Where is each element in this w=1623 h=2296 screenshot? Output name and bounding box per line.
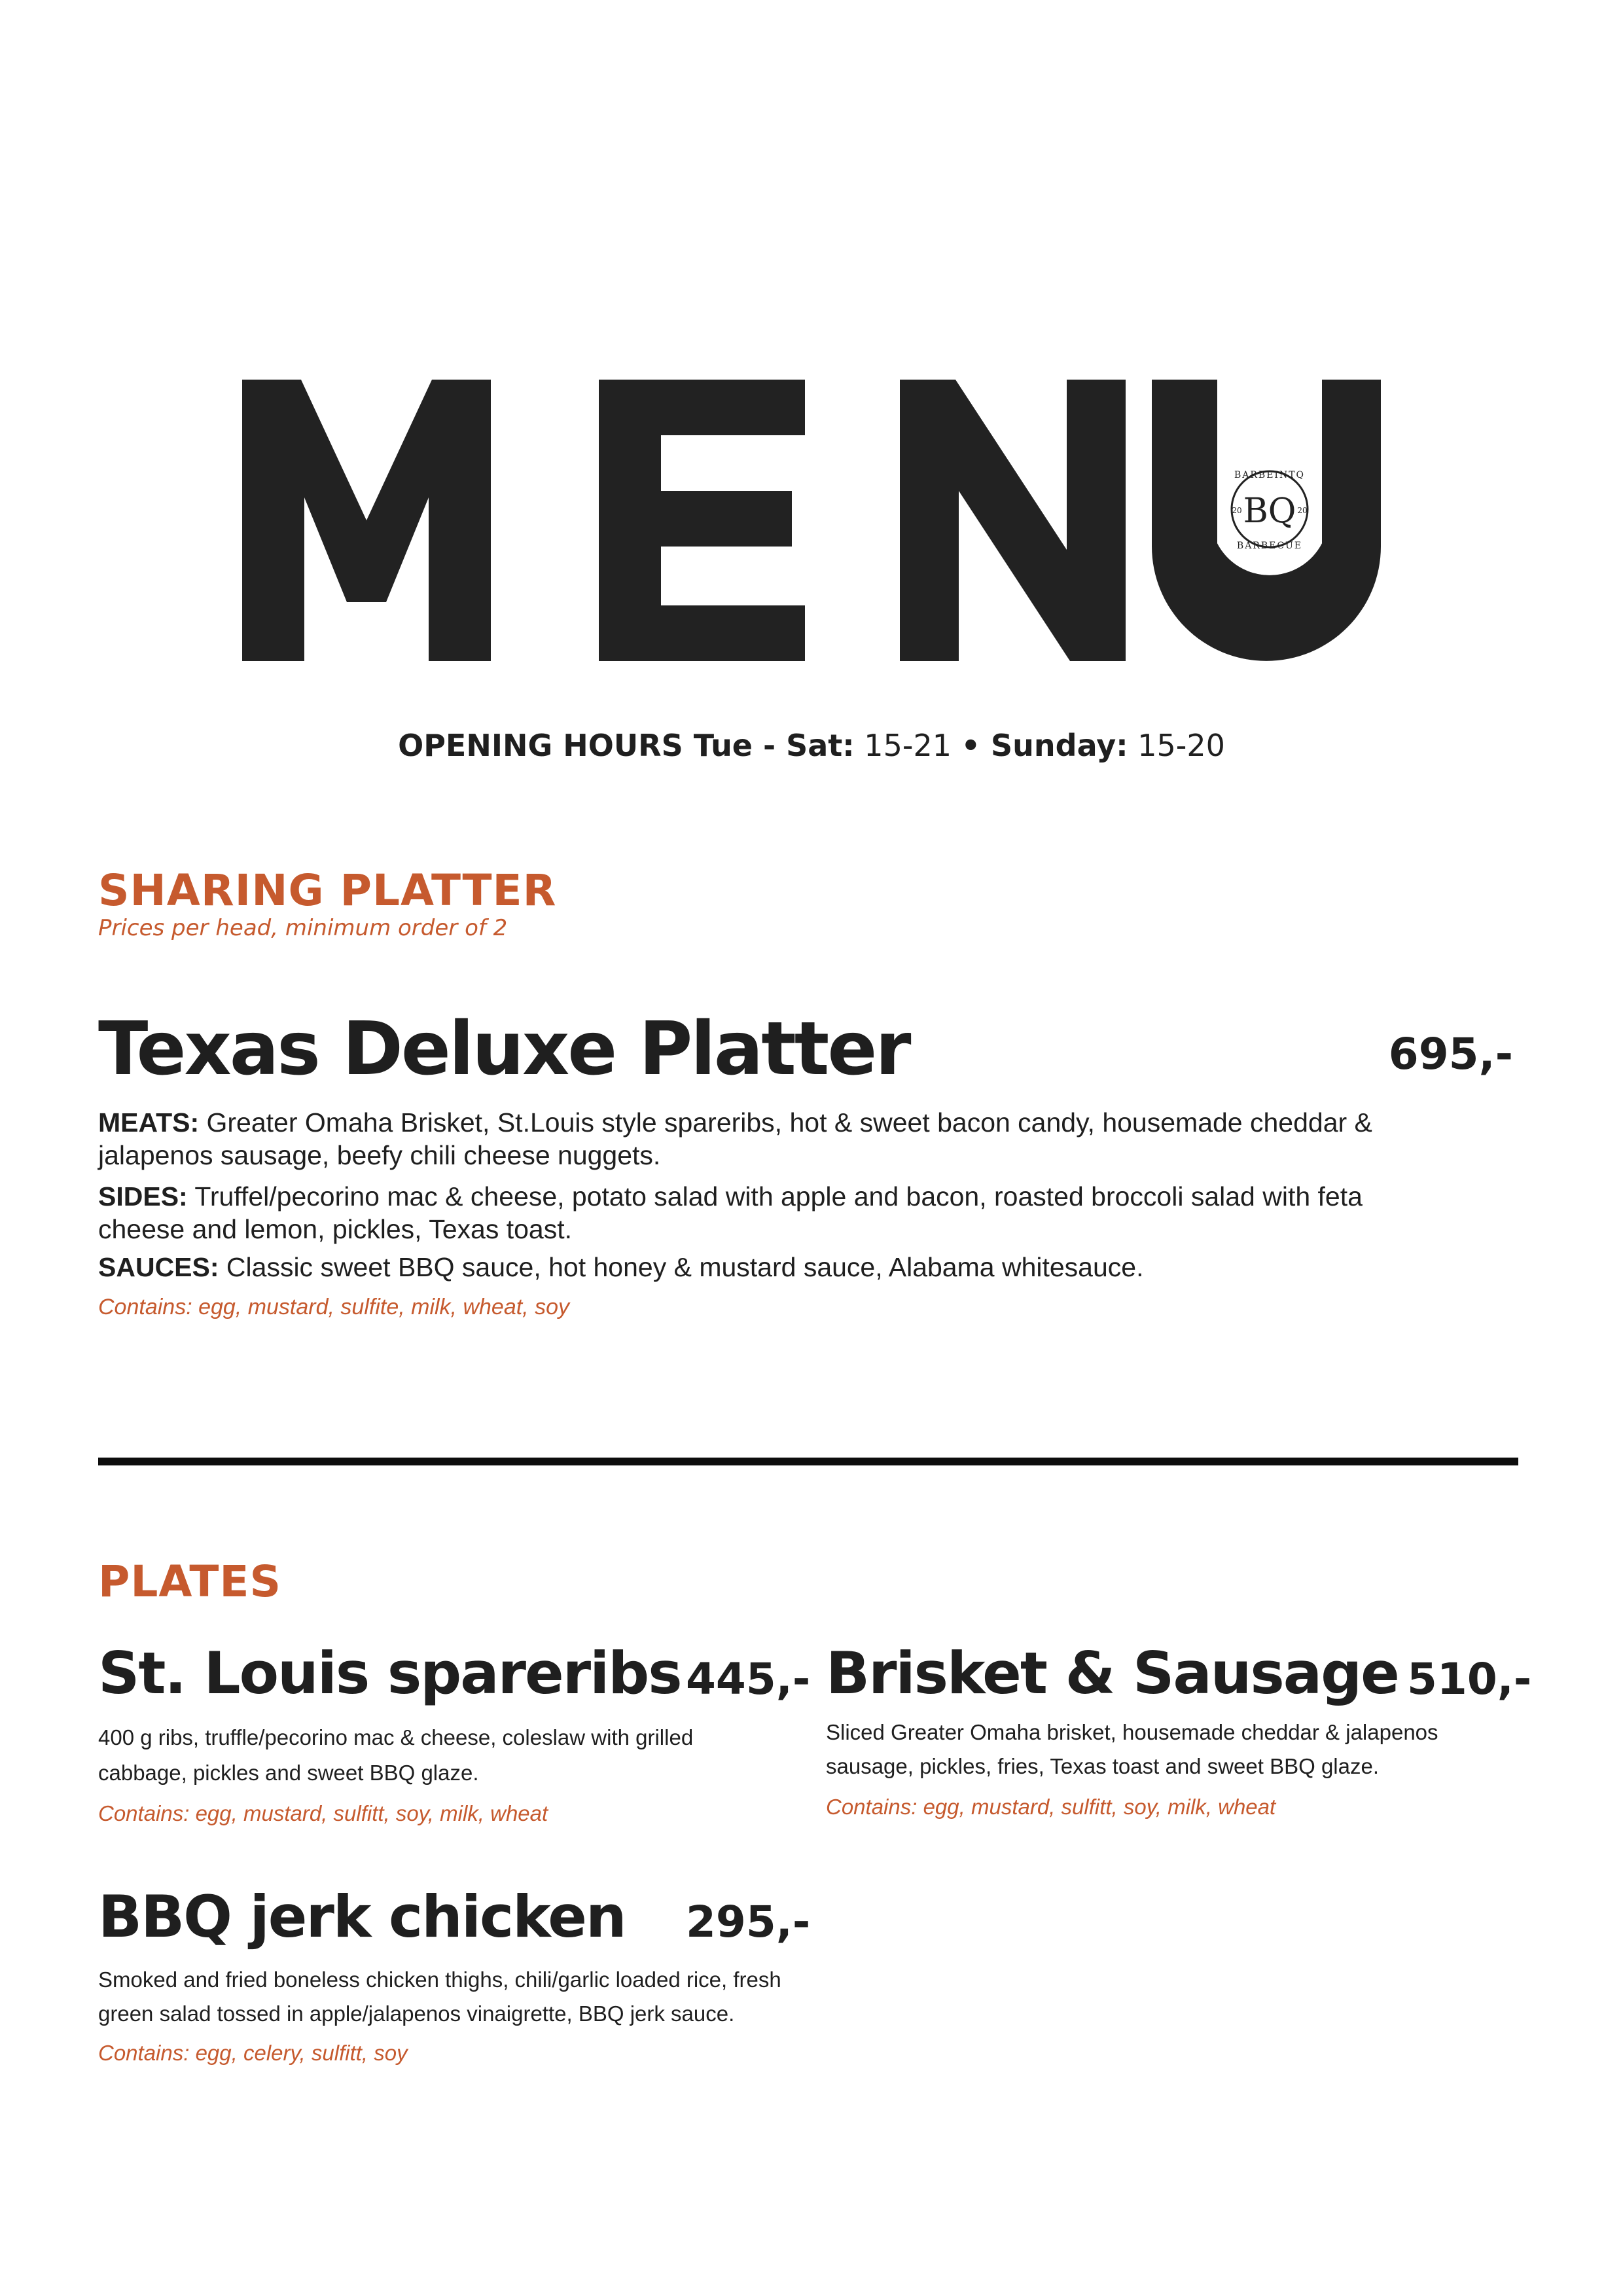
platter-sauces-label: SAUCES: xyxy=(98,1252,219,1282)
dish-desc-line: Smoked and fried boneless chicken thighs, chili/garlic loaded rice, fresh xyxy=(98,1967,781,1992)
logo-year-right: 20 xyxy=(1297,506,1308,515)
platter-meats-text: Greater Omaha Brisket, St.Louis style spareribs, hot & sweet bacon candy, housemade cheddar & jalapenos sausage, beefy chili cheese nuggets. xyxy=(98,1107,1372,1170)
platter-contains: Contains: egg, mustard, sulfite, milk, wheat, soy xyxy=(98,1295,569,1319)
section-divider xyxy=(98,1458,1518,1465)
dish-price: 510,- xyxy=(1407,1654,1532,1704)
hours-separator: • xyxy=(961,728,991,763)
platter-sides xyxy=(98,1180,1394,1246)
sharing-platter-heading: SHARING PLATTER xyxy=(98,865,557,916)
logo-monogram: BQ xyxy=(1243,492,1296,531)
sharing-platter-note: Prices per head, minimum order of 2 xyxy=(98,915,508,941)
dish-desc-line: green salad tossed in apple/jalapenos vinaigrette, BBQ jerk sauce. xyxy=(98,2001,735,2026)
dish-desc-line: sausage, pickles, fries, Texas toast and sweet BBQ glaze. xyxy=(826,1754,1379,1778)
hours-weekday-time: 15-21 xyxy=(854,728,961,763)
platter-name: Texas Deluxe Platter xyxy=(98,1007,910,1092)
logo-arc-top: BARBEINTQ xyxy=(1234,470,1306,480)
dish-contains: Contains: egg, celery, sulfitt, soy xyxy=(98,2041,408,2065)
platter-sides-label: SIDES: xyxy=(98,1181,188,1211)
dish-desc-line: Sliced Greater Omaha brisket, housemade cheddar & jalapenos xyxy=(826,1720,1438,1744)
platter-meats-label: MEATS: xyxy=(98,1107,200,1138)
hours-sunday-label: Sunday: xyxy=(991,728,1128,763)
logo xyxy=(1217,425,1322,575)
dish-name: Brisket & Sausage xyxy=(826,1640,1399,1707)
plates-heading: PLATES xyxy=(98,1556,282,1607)
logo-year-left: 20 xyxy=(1232,506,1242,515)
menu-letter-m xyxy=(242,380,491,661)
platter-price: 695,- xyxy=(1388,1029,1513,1079)
dish-contains: Contains: egg, mustard, sulfitt, soy, milk, wheat xyxy=(98,1801,548,1825)
menu-letter-e xyxy=(599,380,805,661)
platter-meats xyxy=(98,1106,1394,1172)
hours-label: OPENING HOURS Tue - Sat: xyxy=(398,728,855,763)
dish-desc-line: 400 g ribs, truffle/pecorino mac & cheese, coleslaw with grilled xyxy=(98,1725,694,1749)
platter-sauces-text: Classic sweet BBQ sauce, hot honey & mustard sauce, Alabama whitesauce. xyxy=(219,1252,1144,1282)
opening-hours xyxy=(0,728,1623,763)
platter-sauces xyxy=(98,1251,1394,1283)
logo-arc-bottom: BARBECUE xyxy=(1236,541,1303,551)
dish-price: 445,- xyxy=(686,1654,811,1704)
dish-name: St. Louis spareribs xyxy=(98,1640,681,1707)
hours-sunday-time: 15-20 xyxy=(1128,728,1225,763)
dish-price: 295,- xyxy=(686,1897,811,1947)
dish-desc-line: cabbage, pickles and sweet BBQ glaze. xyxy=(98,1761,479,1785)
platter-sides-text: Truffel/pecorino mac & cheese, potato salad with apple and bacon, roasted broccoli salad with feta cheese and lemon, pickles, Texas toast. xyxy=(98,1181,1363,1244)
dish-name: BBQ jerk chicken xyxy=(98,1883,626,1950)
dish-contains: Contains: egg, mustard, sulfitt, soy, milk, wheat xyxy=(826,1795,1276,1819)
menu-letter-n xyxy=(900,380,1126,661)
menu-title xyxy=(242,380,1381,661)
